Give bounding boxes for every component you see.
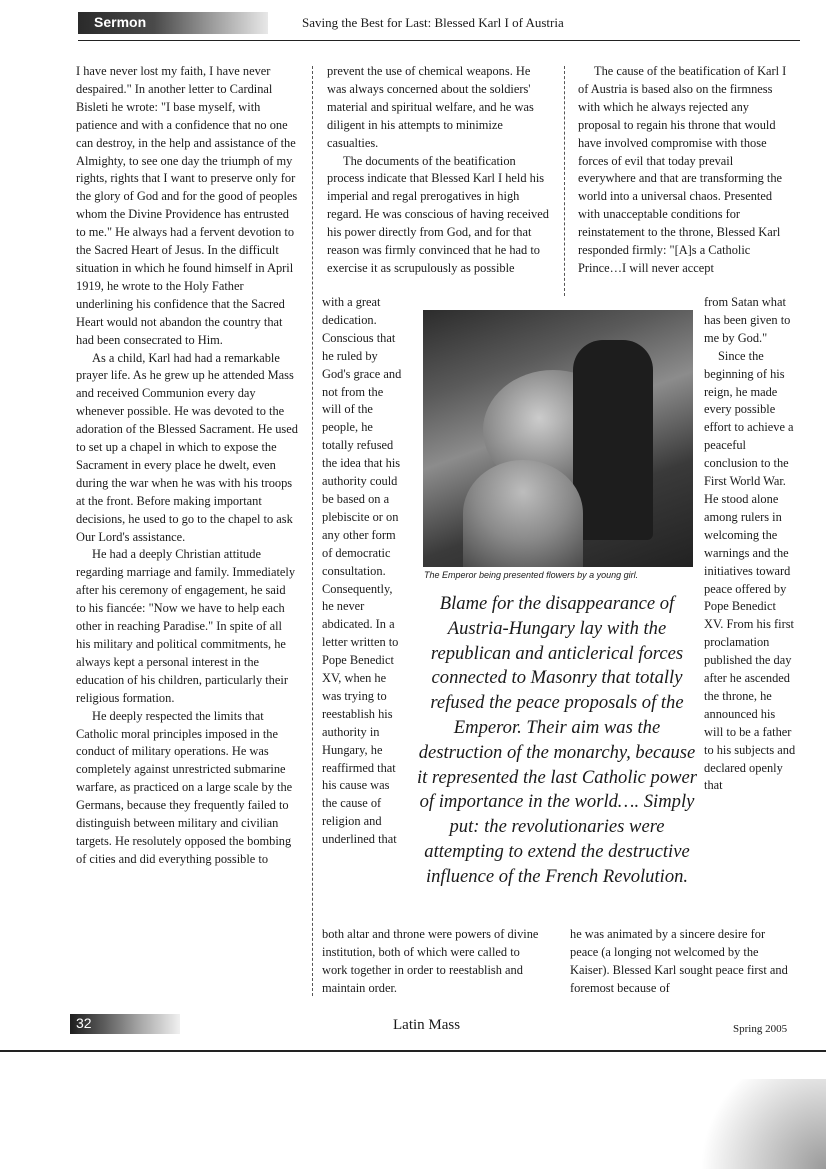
page-number: 32 [76, 1015, 92, 1031]
column-2-bottom [322, 926, 547, 998]
paragraph: Since the beginning of his reign, he made every possible effort to achieve a peaceful conclusion to the First World War. He stood alone among rulers in welcoming the warnings and the initiatives toward peace offered by Pope Benedict XV. From his first proclamation published the day after he ascended the throne, he announced his will to be a father to his subjects and declared openly that [704, 348, 796, 793]
paragraph: from Satan what has been given to me by God." [704, 295, 791, 345]
paragraph: He had a deeply Christian attitude regarding marriage and family. Immediately after his ceremony of engagement, he said to his fiancée: "Now we have to help each other in reaching Paradise." In spite of all his military and political commitments, he always kept a personal interest in the education of his children, particularly their religious formation. [76, 547, 296, 705]
column-2-narrow [322, 294, 404, 849]
paragraph: he was animated by a sincere desire for peace (a longing not welcomed by the Kaiser). Blessed Karl sought peace first and foremost because of [570, 927, 788, 995]
column-divider [312, 66, 313, 996]
column-2 [327, 63, 549, 278]
section-label: Sermon [94, 14, 147, 30]
section-tab [78, 12, 268, 34]
column-divider [564, 66, 565, 296]
column-3 [578, 63, 792, 278]
paragraph: He deeply respected the limits that Catholic moral principles imposed in the conduct of military operations. He was completely against unrestricted submarine warfare, as practiced on a large scale by the Germans, because they frequently failed to distinguish between military and civilian targets. He resolutely opposed the bombing of cities and did everything possible to [76, 708, 293, 866]
girl-figure [463, 460, 583, 567]
column-1 [76, 63, 298, 869]
paragraph: The cause of the beatification of Karl I of Austria is based also on the firmness with which he always rejected any proposal to regain his throne that would have involved compromise with those forces of evil that today prevail everywhere and that are transforming the world into a universal chaos. Presented with unacceptable conditions for reinstatement to the throne, Blessed Karl responded firmly: "[A]s a Catholic Prince…I will never accept [578, 64, 787, 275]
paragraph: prevent the use of chemical weapons. He was always concerned about the soldiers' material and spiritual welfare, and he was diligent in his attempts to minimize casualties. [327, 64, 534, 150]
paragraph: both altar and throne were powers of divine institution, both of which were called to work together in order to reestablish and maintain order. [322, 927, 539, 995]
page-number-tab [70, 1014, 180, 1034]
paragraph: I have never lost my faith, I have never despaired." In another letter to Cardinal Bisleti he wrote: "I base myself, with patience and with a confidence that no one can destroy, in the help and assistance of the Almighty, to see one day the triumph of my rights, rights that I want to preserve only for the glory of God and for the good of peoples whom the Divine Providence has entrusted to me." He always had a fervent devotion to the Sacred Heart of Jesus. In the difficult situation in which he found himself in April 1919, he wrote to the Holy Father underlining his confidence that the Sacred Heart would not abandon the country that had been consecrated to Him. [76, 64, 298, 347]
pull-quote: Blame for the disappearance of Austria-Hungary lay with the republican and anticlerical forces connected to Masonry that totally refused the peace proposals of the Emperor. Their aim was the destruction of the monarchy, because it represented the last Catholic power of importance in the world…. Simply put: the revolutionaries were attempting to extend the destructive influence of the French Revolution. [416, 593, 698, 887]
page-edge [0, 1050, 826, 1052]
issue-date: Spring 2005 [733, 1023, 788, 1035]
publication-name: Latin Mass [393, 1017, 461, 1033]
scan-shadow [686, 1079, 826, 1169]
header-rule [78, 40, 800, 41]
paragraph: with a great dedication. Conscious that he ruled by God's grace and not from the will of the people, he totally refused the idea that his authority could be based on a plebiscite or on any other form of democratic consultation. Consequently, he never abdicated. In a letter written to Pope Benedict XV, when he was trying to reestablish his authority in Hungary, he reaffirmed that his cause was the cause of religion and underlined that [322, 295, 402, 847]
column-3-bottom [570, 926, 792, 998]
emperor-photo [423, 310, 693, 567]
paragraph: As a child, Karl had had a remarkable prayer life. As he grew up he attended Mass and received Communion every day whenever possible. He was devoted to the adoration of the Blessed Sacrament. He used to set up a chapel in which to expose the Sacrament in every place he dwelt, even during the war when he was with his troops at the front. Before making important decisions, he used to go to the chapel to ask Our Lord's assistance. [76, 350, 298, 544]
emperor-figure [573, 340, 653, 540]
running-title: Saving the Best for Last: Blessed Karl I of Austria [302, 15, 564, 30]
paragraph: The documents of the beatification process indicate that Blessed Karl I held his imperial and regal prerogatives in high regard. He was conscious of having received his power directly from God, and for that reason was firmly convinced that he had to exercise it as scrupulously as possible [327, 153, 549, 275]
photo-caption: The Emperor being presented flowers by a young girl. [424, 570, 639, 580]
column-3-narrow [704, 294, 796, 795]
